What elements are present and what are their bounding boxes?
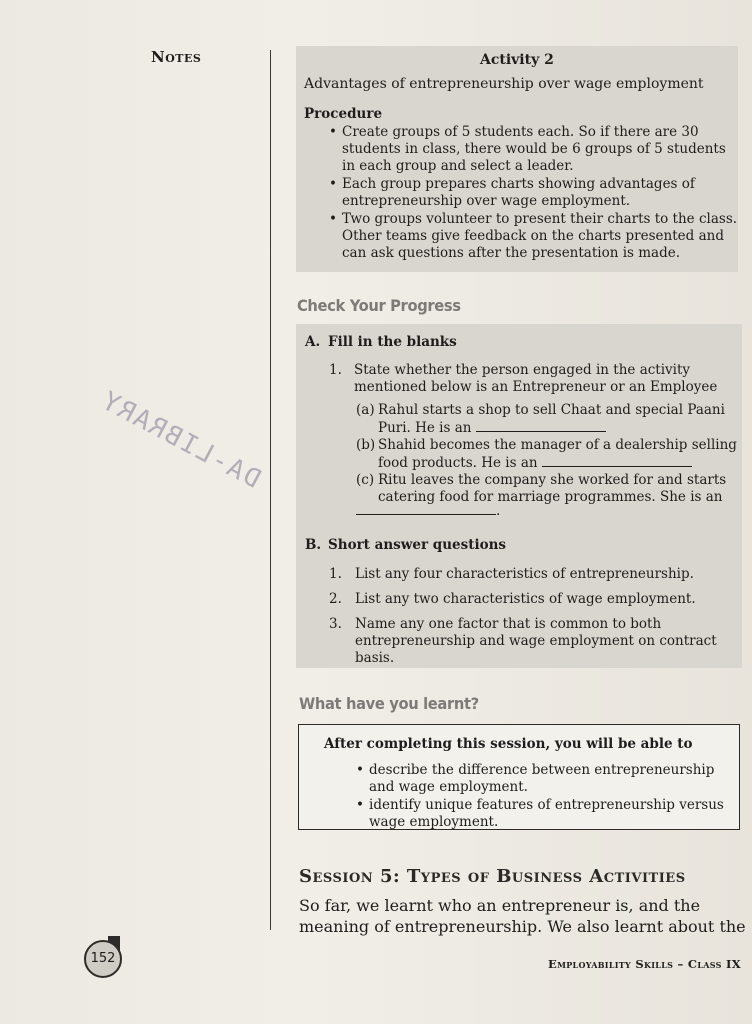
activity-title: Activity 2 xyxy=(480,52,554,68)
answer-blank xyxy=(356,502,496,515)
question-text: List any four characteristics of entrepreneurship. xyxy=(355,566,694,582)
section-b-title: Short answer questions xyxy=(328,537,507,553)
learnt-intro: After completing this session, you will be able to xyxy=(324,736,693,752)
session-paragraph-line: So far, we learnt who an entrepreneur is, and the xyxy=(299,896,701,915)
section-a-title: Fill in the blanks xyxy=(328,334,457,350)
item-text: food products. He is an xyxy=(378,455,538,471)
item-text-with-blank xyxy=(378,454,692,471)
page-number: 152 xyxy=(84,940,122,978)
item-text: catering food for marriage programmes. She is an xyxy=(378,489,723,505)
question-number: 3. xyxy=(329,616,342,632)
session-title: Session 5: Types of Business Activities xyxy=(299,866,686,887)
question-number: 1. xyxy=(329,362,342,378)
item-text: Rahul starts a shop to sell Chaat and special Paani xyxy=(378,402,725,418)
activity-subtitle: Advantages of entrepreneurship over wage employment xyxy=(304,76,704,92)
procedure-line: • Each group prepares charts showing advantages of xyxy=(342,176,695,192)
item-text: Puri. He is an xyxy=(378,420,472,436)
item-label: (a) xyxy=(356,402,375,418)
item-text-with-blank xyxy=(378,419,606,436)
procedure-line: Other teams give feedback on the charts presented and xyxy=(342,228,724,244)
item-text: Ritu leaves the company she worked for and starts xyxy=(378,472,727,488)
procedure-line: • Two groups volunteer to present their charts to the class. xyxy=(342,211,737,227)
question-text: State whether the person engaged in the activity xyxy=(354,362,691,378)
check-progress-heading: Check Your Progress xyxy=(297,296,461,315)
question-text: mentioned below is an Entrepreneur or an Employee xyxy=(354,379,718,395)
outcome-line: • describe the difference between entrepreneurship xyxy=(369,762,714,778)
item-label: (b) xyxy=(356,437,376,453)
margin-divider xyxy=(270,50,271,930)
question-text: basis. xyxy=(355,650,395,666)
learnt-heading: What have you learnt? xyxy=(299,694,479,713)
notes-label: Notes xyxy=(151,48,202,66)
period: . xyxy=(496,503,501,519)
question-text: List any two characteristics of wage employment. xyxy=(355,591,696,607)
question-text: entrepreneurship and wage employment on contract xyxy=(355,633,717,649)
question-number: 1. xyxy=(329,566,342,582)
answer-blank xyxy=(476,419,606,432)
procedure-line: entrepreneurship over wage employment. xyxy=(342,193,631,209)
procedure-line: • Create groups of 5 students each. So if there are 30 xyxy=(342,124,699,140)
question-text: Name any one factor that is common to both xyxy=(355,616,662,632)
session-paragraph-line: meaning of entrepreneurship. We also learnt about the xyxy=(299,917,746,936)
section-b-label: B. xyxy=(305,537,322,553)
procedure-line: can ask questions after the presentation is made. xyxy=(342,245,681,261)
procedure-line: students in class, there would be 6 groups of 5 students xyxy=(342,141,726,157)
item-blank-line xyxy=(356,502,500,519)
outcome-line: • identify unique features of entrepreneurship versus xyxy=(369,797,724,813)
footer-title: Employability Skills – Class IX xyxy=(548,957,741,971)
outcome-line: wage employment. xyxy=(369,814,499,830)
library-stamp: DA-LIBRARY xyxy=(95,385,266,495)
outcome-line: and wage employment. xyxy=(369,779,528,795)
procedure-label: Procedure xyxy=(304,106,383,122)
question-number: 2. xyxy=(329,591,342,607)
procedure-line: in each group and select a leader. xyxy=(342,158,574,174)
item-text: Shahid becomes the manager of a dealership selling xyxy=(378,437,737,453)
section-a-label: A. xyxy=(305,334,321,350)
item-label: (c) xyxy=(356,472,375,488)
answer-blank xyxy=(542,454,692,467)
